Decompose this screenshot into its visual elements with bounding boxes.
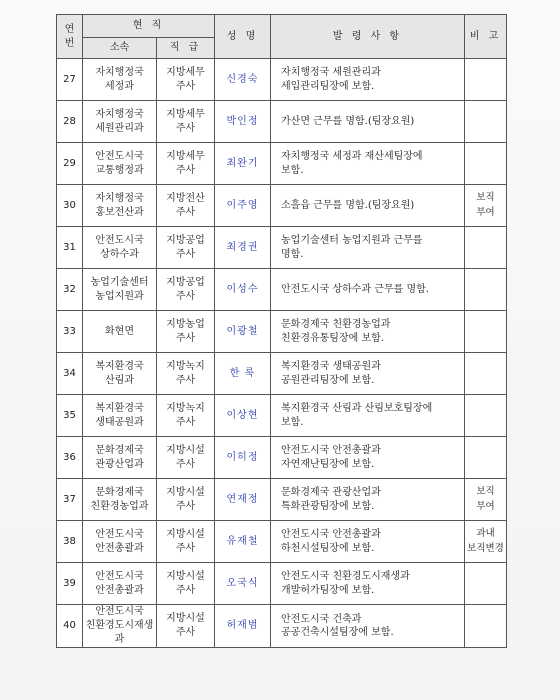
row-note	[465, 269, 507, 311]
row-order: 안전도시국 건축과 공공건축시설팀장에 보함.	[271, 605, 465, 648]
row-name: 이광철	[215, 311, 271, 353]
row-order: 안전도시국 안전총괄과 하천시설팀장에 보함.	[271, 521, 465, 563]
row-note	[465, 437, 507, 479]
row-grade: 지방공업 주사	[157, 227, 215, 269]
row-name: 최완기	[215, 143, 271, 185]
table-row	[57, 479, 507, 521]
header-department: 소속	[83, 38, 157, 59]
row-serial-no: 30	[57, 185, 83, 227]
row-note	[465, 605, 507, 648]
row-serial-no: 37	[57, 479, 83, 521]
row-note	[465, 353, 507, 395]
header-current-position: 현 직	[83, 15, 215, 38]
row-grade: 지방시설 주사	[157, 605, 215, 648]
row-note	[465, 563, 507, 605]
row-name: 허재범	[215, 605, 271, 648]
row-order: 농업기술센터 농업지원과 근무를 명함.	[271, 227, 465, 269]
row-department: 농업기술센터 농업지원과	[83, 269, 157, 311]
header-note: 비 고	[465, 15, 507, 59]
table-row	[57, 353, 507, 395]
row-department: 복지환경국 산림과	[83, 353, 157, 395]
row-serial-no: 38	[57, 521, 83, 563]
header-name: 성 명	[215, 15, 271, 59]
row-name: 연재정	[215, 479, 271, 521]
table-row	[57, 143, 507, 185]
row-department: 복지환경국 생태공원과	[83, 395, 157, 437]
row-note: 보직 부여	[465, 185, 507, 227]
row-department: 안전도시국 상하수과	[83, 227, 157, 269]
row-name: 이주영	[215, 185, 271, 227]
row-department: 안전도시국 친환경도시재생과	[83, 605, 157, 648]
row-grade: 지방공업 주사	[157, 269, 215, 311]
row-note	[465, 395, 507, 437]
row-name: 이성수	[215, 269, 271, 311]
row-department: 안전도시국 안전총괄과	[83, 521, 157, 563]
row-serial-no: 29	[57, 143, 83, 185]
row-grade: 지방시설 주사	[157, 521, 215, 563]
row-order: 안전도시국 친환경도시재생과 개발허가팀장에 보함.	[271, 563, 465, 605]
table-row	[57, 395, 507, 437]
row-serial-no: 27	[57, 59, 83, 101]
row-name: 한 룩	[215, 353, 271, 395]
row-order: 자치행정국 세원관리과 세입관리팀장에 보함.	[271, 59, 465, 101]
row-department: 화현면	[83, 311, 157, 353]
row-serial-no: 36	[57, 437, 83, 479]
row-department: 문화경제국 친환경농업과	[83, 479, 157, 521]
table-row	[57, 101, 507, 143]
table-row	[57, 563, 507, 605]
row-serial-no: 33	[57, 311, 83, 353]
row-grade: 지방세무 주사	[157, 59, 215, 101]
row-department: 안전도시국 안전총괄과	[83, 563, 157, 605]
row-grade: 지방시설 주사	[157, 437, 215, 479]
table-body	[57, 59, 507, 648]
row-grade: 지방세무 주사	[157, 143, 215, 185]
row-note	[465, 143, 507, 185]
table-row	[57, 185, 507, 227]
table-row	[57, 605, 507, 648]
row-grade: 지방시설 주사	[157, 479, 215, 521]
row-serial-no: 35	[57, 395, 83, 437]
table-row	[57, 269, 507, 311]
row-order: 문화경제국 관광산업과 특화관광팀장에 보함.	[271, 479, 465, 521]
header-order: 발 령 사 항	[271, 15, 465, 59]
row-order: 문화경제국 친환경농업과 친환경유통팀장에 보함.	[271, 311, 465, 353]
row-order: 가산면 근무를 명함.(팀장요원)	[271, 101, 465, 143]
row-serial-no: 40	[57, 605, 83, 648]
row-name: 신경숙	[215, 59, 271, 101]
row-serial-no: 28	[57, 101, 83, 143]
row-grade: 지방세무 주사	[157, 101, 215, 143]
table-row	[57, 59, 507, 101]
row-note: 과내 보직변경	[465, 521, 507, 563]
row-name: 오국식	[215, 563, 271, 605]
row-department: 안전도시국 교통행정과	[83, 143, 157, 185]
table-row	[57, 521, 507, 563]
row-order: 자치행정국 세정과 재산세팀장에 보함.	[271, 143, 465, 185]
header-serial-no: 연 번	[57, 15, 83, 59]
row-order: 안전도시국 상하수과 근무를 명함.	[271, 269, 465, 311]
row-name: 유재철	[215, 521, 271, 563]
table-row	[57, 311, 507, 353]
row-order: 복지환경국 생태공원과 공원관리팀장에 보함.	[271, 353, 465, 395]
row-name: 이히정	[215, 437, 271, 479]
row-department: 자치행정국 세정과	[83, 59, 157, 101]
row-name: 이상현	[215, 395, 271, 437]
row-serial-no: 31	[57, 227, 83, 269]
row-serial-no: 34	[57, 353, 83, 395]
row-name: 최경권	[215, 227, 271, 269]
row-note: 보직 부여	[465, 479, 507, 521]
row-serial-no: 32	[57, 269, 83, 311]
row-order: 안전도시국 안전총괄과 자연재난팀장에 보함.	[271, 437, 465, 479]
row-grade: 지방녹지 주사	[157, 353, 215, 395]
personnel-order-table	[56, 14, 507, 648]
table-row	[57, 227, 507, 269]
header-grade: 직 급	[157, 38, 215, 59]
row-grade: 지방농업 주사	[157, 311, 215, 353]
row-note	[465, 311, 507, 353]
row-name: 박인정	[215, 101, 271, 143]
row-note	[465, 101, 507, 143]
table-row	[57, 437, 507, 479]
row-department: 자치행정국 세원관리과	[83, 101, 157, 143]
row-department: 자치행정국 홍보전산과	[83, 185, 157, 227]
row-note	[465, 227, 507, 269]
row-grade: 지방녹지 주사	[157, 395, 215, 437]
row-order: 복지환경국 산림과 산림보호팀장에 보함.	[271, 395, 465, 437]
row-grade: 지방전산 주사	[157, 185, 215, 227]
row-department: 문화경제국 관광산업과	[83, 437, 157, 479]
row-order: 소흘읍 근무를 명함.(팀장요원)	[271, 185, 465, 227]
row-serial-no: 39	[57, 563, 83, 605]
row-grade: 지방시설 주사	[157, 563, 215, 605]
row-note	[465, 59, 507, 101]
